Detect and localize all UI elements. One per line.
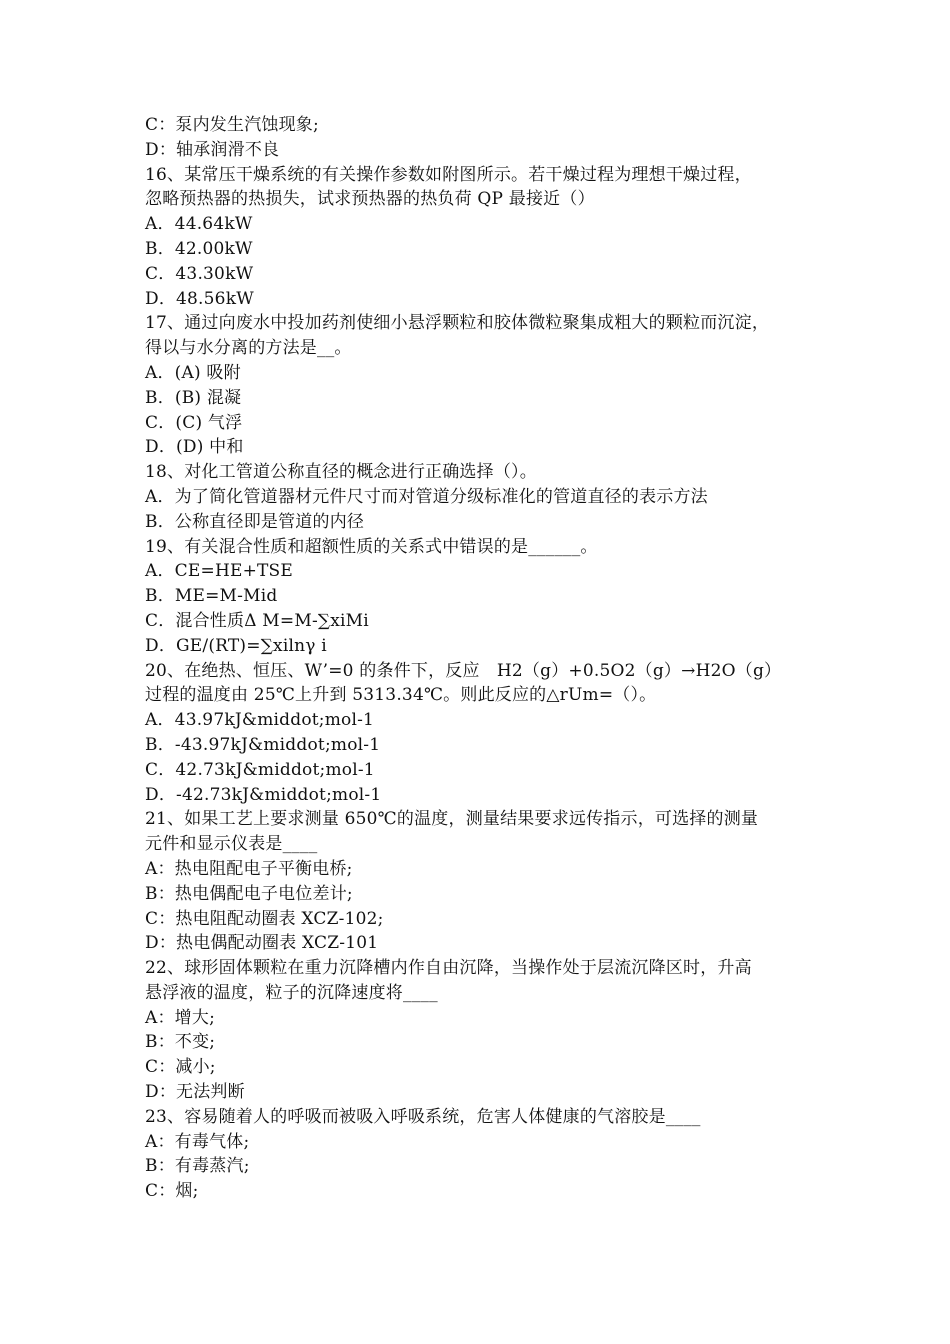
question-20-option-b: B．-43.97kJ&middot;mol-1 xyxy=(145,734,381,755)
question-20-option-c: C．42.73kJ&middot;mol-1 xyxy=(145,759,375,780)
question-19-option-c: C．混合性质Δ M=M-∑xiMi xyxy=(145,610,369,631)
question-22-option-a: A：增大; xyxy=(145,1007,216,1028)
question-16-option-d: D．48.56kW xyxy=(145,288,254,309)
question-21-option-b: B：热电偶配电子电位差计; xyxy=(145,883,353,904)
question-23-option-b: B：有毒蒸汽; xyxy=(145,1156,250,1177)
question-19-option-b: B．ME=M-Mid xyxy=(145,586,278,607)
question-20-option-a: A．43.97kJ&middot;mol-1 xyxy=(145,710,375,731)
question-17-stem: 得以与水分离的方法是__。 xyxy=(145,338,352,359)
question-22-option-d: D：无法判断 xyxy=(145,1082,245,1103)
question-16-option-b: B．42.00kW xyxy=(145,238,253,259)
question-18-option-a: A．为了简化管道器材元件尺寸而对管道分级标准化的管道直径的表示方法 xyxy=(145,486,708,507)
question-17-stem: 17、通过向废水中投加药剂使细小悬浮颗粒和胶体微粒聚集成粗大的颗粒而沉淀， xyxy=(145,313,770,334)
question-21-option-d: D：热电偶配动圈表 XCZ-101 xyxy=(145,933,379,954)
question-18-stem: 18、对化工管道公称直径的概念进行正确选择（）。 xyxy=(145,462,537,483)
question-16-option-c: C．43.30kW xyxy=(145,263,254,284)
question-18-option-b: B．公称直径即是管道的内径 xyxy=(145,511,365,532)
question-21-option-c: C：热电阻配动圈表 XCZ-102; xyxy=(145,908,384,929)
question-21-stem: 21、如果工艺上要求测量 650℃的温度，测量结果要求远传指示，可选择的测量 xyxy=(145,809,759,830)
question-22-stem: 22、球形固体颗粒在重力沉降槽内作自由沉降，当操作处于层流沉降区时，升高 xyxy=(145,958,752,979)
text-line: C：泵内发生汽蚀现象; xyxy=(145,115,319,135)
exam-text-body xyxy=(145,113,825,1204)
question-21-option-a: A：热电阻配电子平衡电桥; xyxy=(145,858,353,879)
question-23-stem: 23、容易随着人的呼吸而被吸入呼吸系统，危害人体健康的气溶胶是____ xyxy=(145,1106,701,1127)
question-22-option-b: B：不变; xyxy=(145,1032,216,1053)
question-17-option-c: C．(C) 气浮 xyxy=(145,412,243,433)
question-17-option-b: B．(B) 混凝 xyxy=(145,387,242,408)
question-23-option-a: A：有毒气体; xyxy=(145,1131,250,1152)
question-16-stem: 忽略预热器的热损失，试求预热器的热负荷 QP 最接近（） xyxy=(145,189,595,210)
question-17-option-a: A．(A) 吸附 xyxy=(145,362,241,383)
question-20-stem: 过程的温度由 25℃上升到 5313.34℃。则此反应的△rUm=（）。 xyxy=(145,685,657,706)
question-19-option-d: D．GE/(RT)=∑xilnγ i xyxy=(145,635,327,656)
text-line: D：轴承润滑不良 xyxy=(145,139,280,160)
question-20-option-d: D．-42.73kJ&middot;mol-1 xyxy=(145,784,382,805)
question-22-stem: 悬浮液的温度，粒子的沉降速度将____ xyxy=(145,982,438,1003)
question-19-stem: 19、有关混合性质和超额性质的关系式中错误的是______。 xyxy=(145,536,598,557)
question-23-option-c: C：烟; xyxy=(145,1181,199,1202)
question-17-option-d: D．(D) 中和 xyxy=(145,437,244,458)
question-21-stem: 元件和显示仪表是____ xyxy=(145,834,318,855)
question-20-stem: 20、在绝热、恒压、W’=0 的条件下，反应 H2（g）+0.5O2（g）→H2O（g） xyxy=(145,660,782,681)
question-22-option-c: C：减小; xyxy=(145,1057,216,1078)
question-19-option-a: A．CE=HE+TSE xyxy=(145,561,294,582)
question-16-stem: 16、某常压干燥系统的有关操作参数如附图所示。若干燥过程为理想干燥过程， xyxy=(145,164,752,185)
question-16-option-a: A．44.64kW xyxy=(145,214,253,235)
